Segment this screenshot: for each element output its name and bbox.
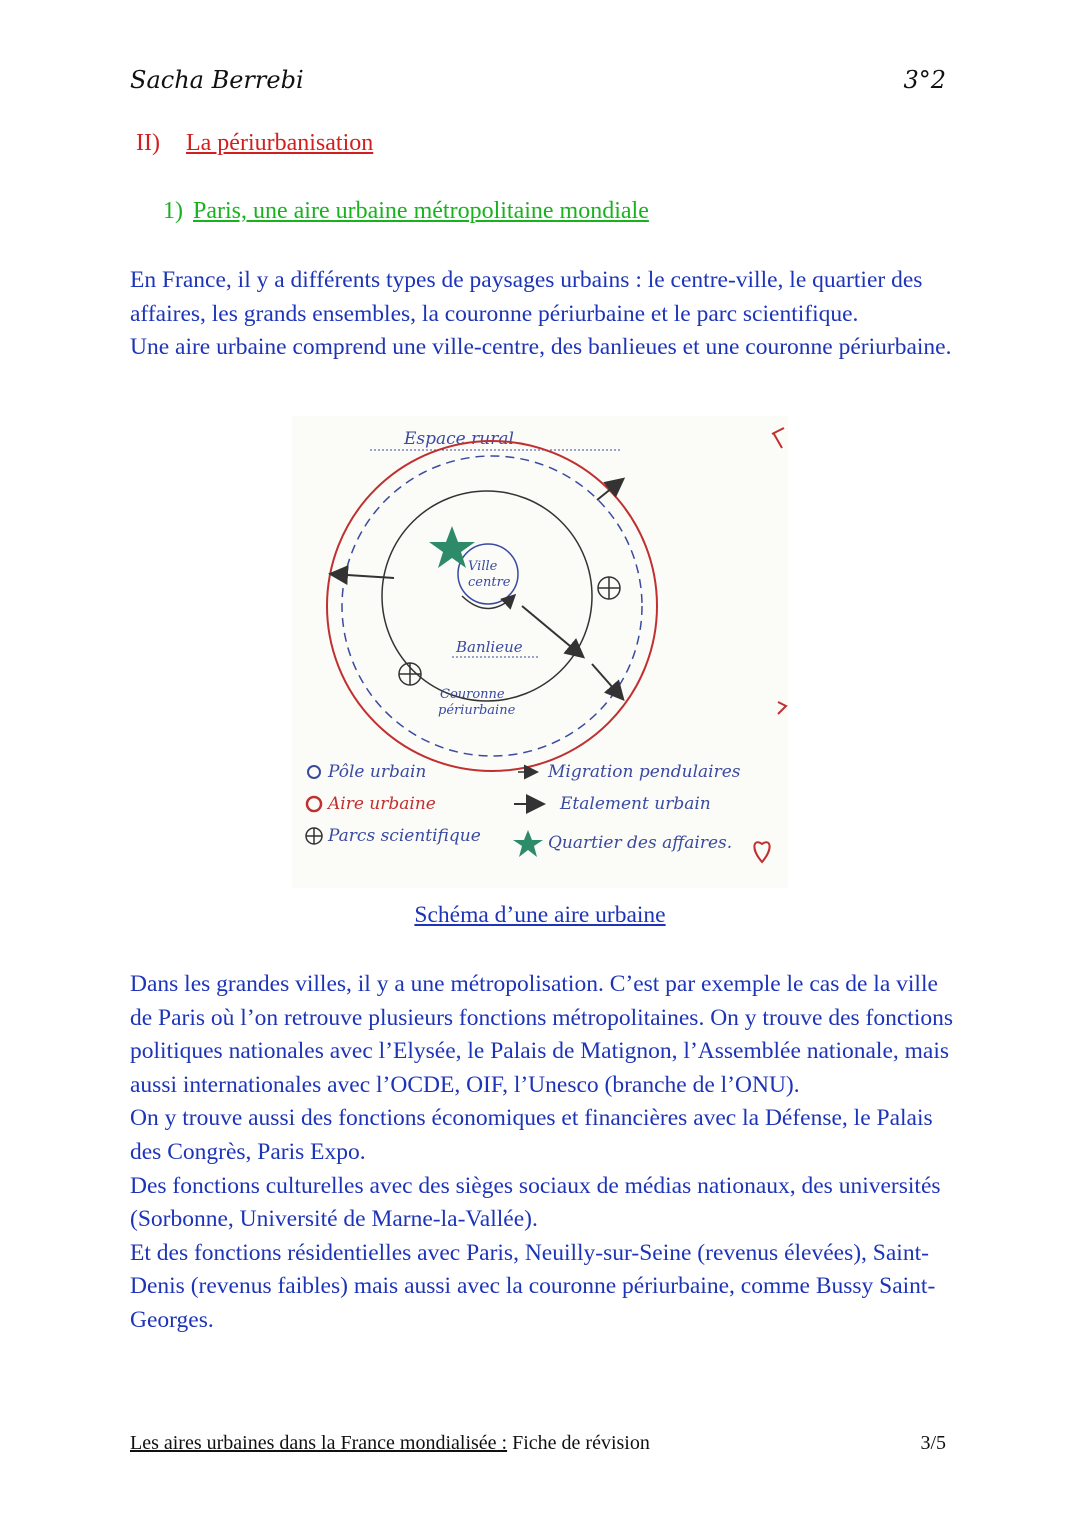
legend-aire: Aire urbaine	[328, 794, 436, 814]
subsection-title: Paris, une aire urbaine métropolitaine mondiale	[193, 198, 649, 224]
section-number: II)	[136, 130, 160, 156]
ville-centre-circle	[458, 544, 518, 604]
banlieue-circle	[382, 491, 592, 701]
legend-parc: Parcs scientifique	[328, 826, 481, 846]
ville-centre-label: Ville	[468, 559, 498, 574]
svg-text:centre: centre	[468, 575, 511, 590]
diagram-caption: Schéma d’une aire urbaine	[414, 902, 666, 928]
author-name: Sacha Berrebi	[130, 66, 304, 94]
subsection-number: 1)	[163, 198, 183, 224]
body-paragraph-3: Des fonctions culturelles avec des sièges sociaux de médias nationaux, des universités (Sorbonne, Université de Marne-la-Vallée).	[130, 1172, 941, 1233]
couronne-label: Couronne	[440, 687, 505, 702]
class-label: 3°2	[903, 66, 946, 94]
footer	[130, 1432, 650, 1455]
legend-right	[513, 762, 770, 862]
legend-etalement: Etalement urbain	[560, 794, 711, 814]
section-title: La périurbanisation	[185, 130, 374, 156]
legend-star: Quartier des affaires.	[548, 833, 733, 853]
science-park-symbol	[399, 577, 620, 685]
legend-left	[306, 762, 481, 846]
diagram-drawing	[292, 416, 788, 888]
body-paragraph-4: Et des fonctions résidentielles avec Paris, Neuilly-sur-Seine (revenus élevées), Saint-Denis (revenus faibles) mais aussi avec la couronne périurbaine, comme Bussy Saint-Georges.	[130, 1239, 936, 1333]
intro-paragraph	[130, 264, 960, 365]
intro-line-2: Une aire urbaine comprend une ville-centre, des banlieues et une couronne périurbaine.	[130, 334, 952, 361]
subsection-heading	[163, 198, 649, 225]
page-number: 3/5	[920, 1432, 946, 1454]
body-paragraphs	[130, 968, 960, 1338]
section-heading	[136, 130, 373, 157]
urban-area-diagram	[292, 416, 788, 888]
intro-line-1: En France, il y a différents types de paysages urbains : le centre-ville, le quartier des affaires, les grands ensembles, la couronne périurbaine et le parc scientifique.	[130, 267, 923, 327]
banlieue-label: Banlieue	[456, 638, 523, 656]
footer-course-title: Les aires urbaines dans la France mondialisée :	[130, 1432, 508, 1454]
footer-doc-type: Fiche de révision	[507, 1432, 650, 1454]
body-paragraph-2: On y trouve aussi des fonctions économiques et financières avec la Défense, le Palais des Congrès, Paris Expo.	[130, 1105, 933, 1165]
heart-icon	[754, 842, 769, 862]
legend-migration: Migration pendulaires	[548, 762, 741, 782]
svg-text:périurbaine: périurbaine	[438, 703, 516, 718]
legend-pole: Pôle urbain	[328, 762, 427, 782]
body-paragraph-1: Dans les grandes villes, il y a une métropolisation. C’est par exemple le cas de la ville de Paris où l’on retrouve plusieurs fonctions métropolitaines. On y trouve des fonctions politiques nationales avec l’Elysée, le Palais de Matignon, l’Assemblée nationale, mais aussi internationales avec l’OCDE, OIF, l’Unesco (branche de l’ONU).	[130, 971, 953, 1098]
rural-label: Espace rural	[404, 429, 514, 449]
